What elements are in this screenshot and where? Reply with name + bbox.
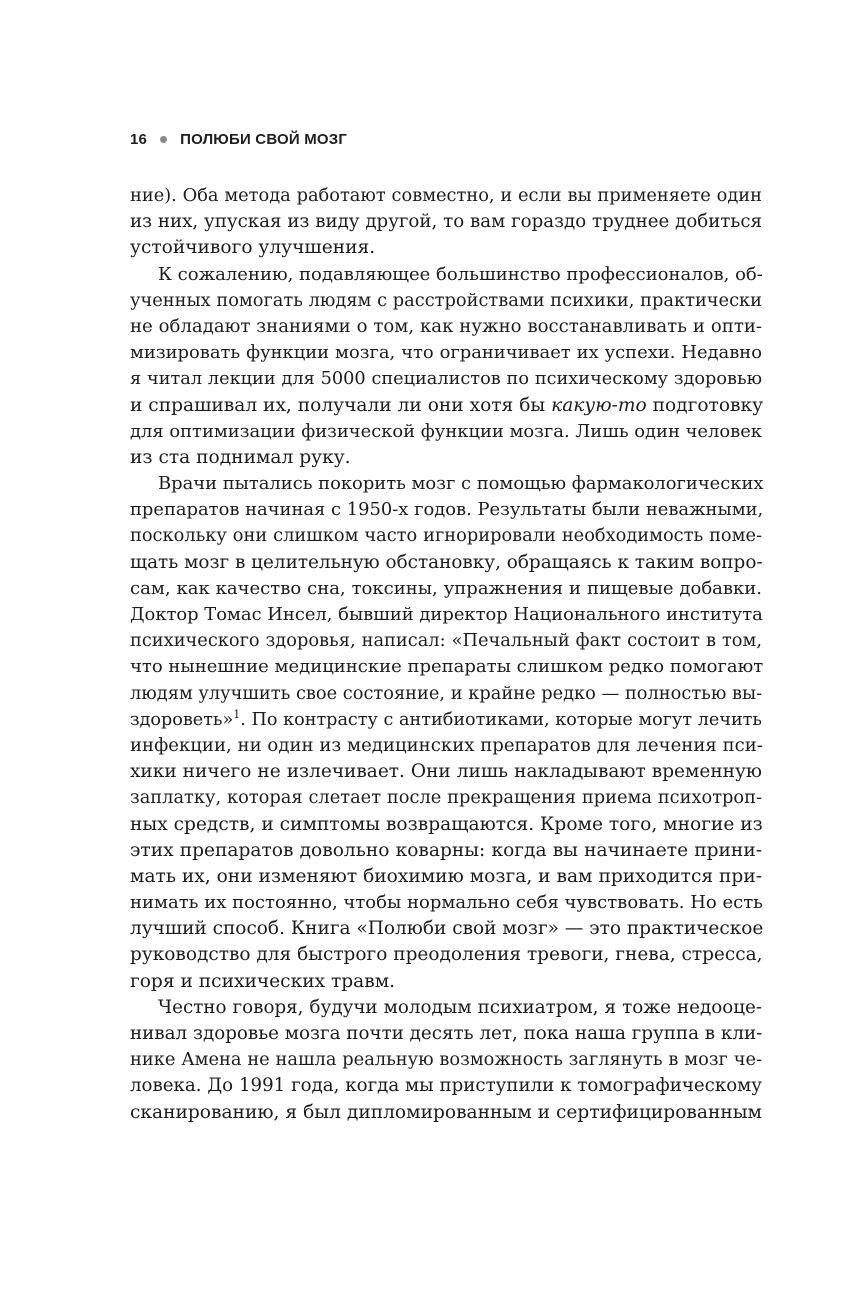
text-line: заплатку, которая слетает после прекращения приема психотроп- <box>130 787 762 809</box>
text-line: этих препаратов довольно коварны: когда вы начинаете прини- <box>130 839 762 861</box>
text-line: для оптимизации физической функции мозга. Лишь один человек <box>130 420 762 442</box>
footnote-marker[interactable]: 1 <box>233 707 241 721</box>
body-text <box>130 183 762 1126</box>
text-line: препаратов начиная с 1950-х годов. Результаты были неважными, <box>130 499 764 521</box>
text-line: психического здоровья, написал: «Печальный факт состоит в том, <box>130 630 762 652</box>
text-line: щать мозг в целительную обстановку, обращаясь к таким вопро- <box>130 551 763 573</box>
text-line: мать их, они изменяют биохимию мозга, и вам приходится при- <box>130 865 762 887</box>
text-line: Врачи пытались покорить мозг с помощью фармакологических <box>158 473 764 495</box>
running-header <box>130 128 347 150</box>
text-line: ние). Оба метода работают совместно, и если вы применяете один <box>130 185 762 206</box>
book-title: ПОЛЮБИ СВОЙ МОЗГ <box>180 130 348 148</box>
text-line: К сожалению, подавляющее большинство профессионалов, об- <box>158 263 763 285</box>
text-line: ных средств, и симптомы возвращаются. Кроме того, многие из <box>130 813 763 835</box>
text-line: устойчивого улучшения. <box>130 237 376 259</box>
text-line: из ста поднимал руку. <box>130 446 351 468</box>
text-segment: подготовку <box>646 394 764 416</box>
text-line: я читал лекции для 5000 специалистов по психическому здоровью <box>130 369 762 390</box>
text-line: не обладают знаниями о том, как нужно восстанавливать и опти- <box>130 315 762 337</box>
text-segment: и спрашивал их, получали ли они хотя бы <box>130 394 552 416</box>
text-line: мизировать функции мозга, что ограничивает их успехи. Недавно <box>130 342 762 364</box>
text-line: ученных помогать людям с расстройствами психики, практически <box>130 289 762 311</box>
text-line: горя и психических травм. <box>130 970 396 992</box>
text-line: Доктор Томас Инсел, бывший директор Национального института <box>130 604 763 625</box>
text-line: сканированию, я был дипломированным и сертифицированным <box>130 1101 762 1123</box>
paragraph <box>130 471 762 995</box>
text-line <box>130 707 762 733</box>
paragraph <box>130 995 762 1126</box>
paragraph <box>130 262 762 472</box>
text-line: поскольку они слишком часто игнорировали необходимость поме- <box>130 525 762 547</box>
text-line: что нынешние медицинские препараты слишком редко помогают <box>130 656 764 678</box>
text-line: ловека. До 1991 года, когда мы приступили к томографическому <box>130 1075 762 1097</box>
text-segment: . По контрасту с антибиотиками, которые могут лечить <box>240 709 762 730</box>
page-number: 16 <box>130 130 148 148</box>
text-line: нимать их постоянно, чтобы нормально себя чувствовать. Но есть <box>130 892 763 914</box>
text-line: нивал здоровье мозга почти десять лет, пока наша группа в кли- <box>130 1023 763 1044</box>
text-line: сам, как качество сна, токсины, упражнения и пищевые добавки. <box>130 577 762 599</box>
text-line: руководство для быстрого преодоления тревоги, гнева, стресса, <box>130 944 763 966</box>
header-bullet-icon <box>160 136 167 143</box>
text-line: инфекции, ни один из медицинских препаратов для лечения пси- <box>130 734 763 756</box>
text-line: людям улучшить свое состояние, и крайне редко — полностью вы- <box>130 682 763 704</box>
text-segment: здороветь» <box>130 709 234 730</box>
emphasis-text: какую-то <box>551 394 647 416</box>
text-line: из них, упуская из виду другой, то вам гораздо труднее добиться <box>130 211 762 233</box>
text-line: лучший способ. Книга «Полюби свой мозг» — это практическое <box>130 918 764 940</box>
text-line: Честно говоря, будучи молодым психиатром, я тоже недооце- <box>158 996 762 1018</box>
text-line: хики ничего не излечивает. Они лишь накладывают временную <box>130 761 762 783</box>
text-line: нике Амена не нашла реальную возможность заглянуть в мозг че- <box>130 1049 762 1071</box>
paragraph <box>130 183 762 262</box>
text-line <box>130 393 762 419</box>
